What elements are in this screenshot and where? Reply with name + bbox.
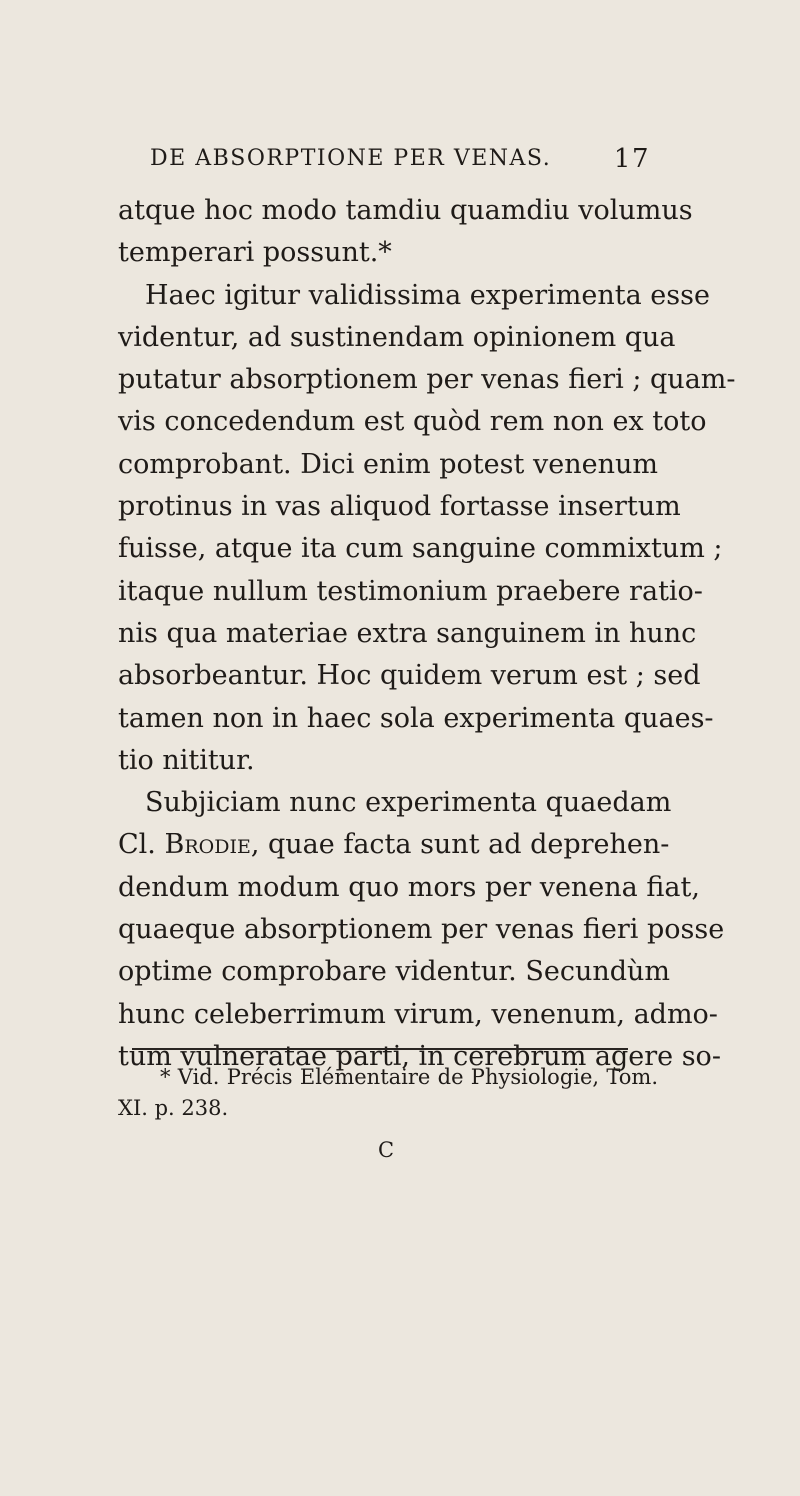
text-line: Subjiciam nunc experimenta quaedam [145, 787, 672, 819]
text-line: tamen non in haec sola experimenta quaes- [118, 702, 714, 734]
signature-mark: C [378, 1138, 395, 1162]
text-line: dendum modum quo mors per venena fiat, [118, 871, 700, 903]
text-line: tum vulneratae parti, in cerebrum agere so- [118, 1040, 721, 1072]
text-line: protinus in vas aliquod fortasse insertum [118, 491, 681, 523]
text-line: hunc celeberrimum virum, venenum, admo- [118, 998, 718, 1030]
running-header [150, 146, 650, 186]
text-line: itaque nullum testimonium praebere ratio- [118, 575, 703, 607]
footnote-line: * Vid. Précis Elémentaire de Physiologie, Tom. [160, 1065, 658, 1089]
text-line: putatur absorptionem per venas fieri ; quam- [118, 364, 736, 396]
text-line: tio nititur. [118, 744, 255, 776]
footnote-line: XI. p. 238. [118, 1096, 229, 1120]
text-line: videntur, ad sustinendam opinionem qua [118, 321, 676, 353]
text-line: quaeque absorptionem per venas fieri posse [118, 914, 725, 946]
text-line-with-name [118, 824, 670, 866]
footnote [118, 1062, 658, 1124]
text-line: fuisse, atque ita cum sanguine commixtum ; [118, 533, 723, 565]
text-line: optime comprobare videntur. Secundùm [118, 956, 670, 988]
author-name: Brodie [164, 829, 251, 861]
text-fragment: , quae facta sunt ad deprehen- [250, 829, 670, 861]
running-title: DE ABSORPTIONE PER VENAS. [150, 146, 552, 171]
text-line: vis concedendum est quòd rem non ex toto [118, 406, 707, 438]
text-fragment: Cl. [118, 829, 156, 861]
main-text [118, 190, 736, 1078]
page-number: 17 [613, 144, 650, 174]
text-line: nis qua materiae extra sanguinem in hunc [118, 617, 697, 649]
footnote-rule [132, 1048, 628, 1050]
text-line: comprobant. Dici enim potest venenum [118, 448, 658, 480]
text-line: atque hoc modo tamdiu quamdiu volumus [118, 195, 693, 226]
text-line: absorbeantur. Hoc quidem verum est ; sed [118, 660, 701, 692]
text-line: temperari possunt.* [118, 237, 392, 269]
text-line: Haec igitur validissima experimenta esse [145, 279, 710, 311]
